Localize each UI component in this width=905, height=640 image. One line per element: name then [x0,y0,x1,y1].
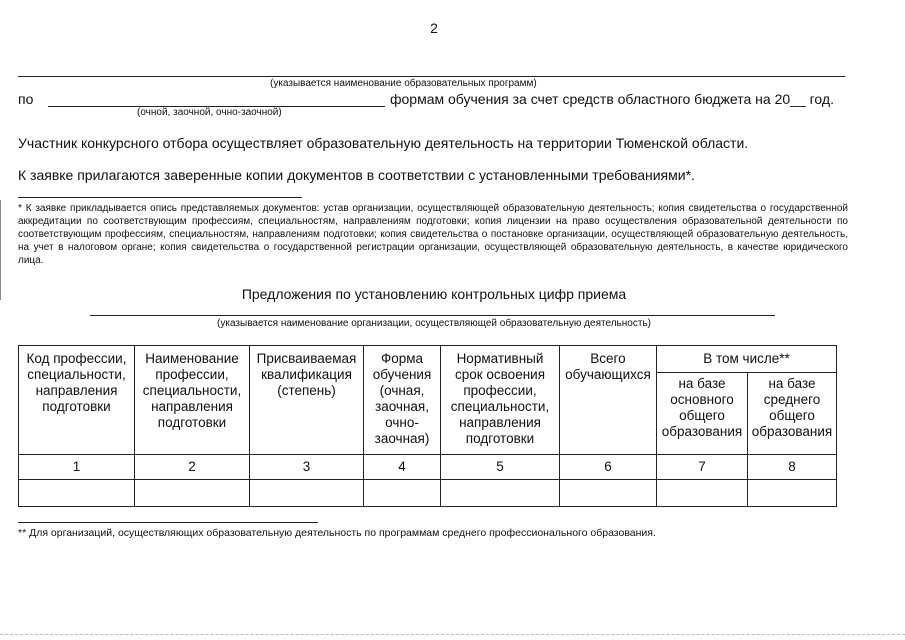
empty-data-row [19,480,837,507]
column-number: 4 [364,455,441,480]
table-cell[interactable] [19,480,135,507]
table-cell[interactable] [657,480,748,507]
column-number: 1 [19,455,135,480]
table-cell[interactable] [560,480,657,507]
header-name: Наименование профессии, специальности, направления подготовки [135,346,250,455]
footnote-documents: * К заявке прикладывается опись представляемых документов: устав организации, осуществляющей образовательную деятельность; копия свидетельства о государственной аккредитации по соответствующим профессиям, специальностям, направлениям подготовки; копия лицензии на право осуществления образовательной деятельности по соответствующим профессиям, специальностям, направлениям подготовки; копия свидетельства о постановке организации, осуществляющей образовательную деятельность, на учет в налоговом органе; копия свидетельства о государственной регистрации организации, осуществляющей образовательную деятельность, в качестве юридического лица. [18,203,848,266]
table-cell[interactable] [748,480,837,507]
table-cell[interactable] [250,480,364,507]
admission-table [18,345,837,507]
header-row-1 [19,346,837,373]
header-qualification: Присваиваемая квалификация (степень) [250,346,364,455]
header-form: Форма обучения (очная, заочная, очно-заочная) [364,346,441,455]
column-number: 5 [441,455,560,480]
table-cell[interactable] [441,480,560,507]
program-name-line [18,76,845,77]
header-code: Код профессии, специальности, направления подготовки [19,346,135,455]
org-name-line [90,315,775,316]
forms-text: формам обучения за счет средств областного бюджета на 20__ год. [390,91,834,107]
section-title: Предложения по установлению контрольных цифр приема [241,286,627,302]
footnote2-separator [18,522,318,523]
header-secondary-education: на базе среднего общего образования [748,373,837,455]
header-basic-education: на базе основного общего образования [657,373,748,455]
column-number: 6 [560,455,657,480]
column-number: 3 [250,455,364,480]
column-number-row [19,455,837,480]
scan-edge-bottom [0,634,905,635]
column-number: 2 [135,455,250,480]
footnote-spo: ** Для организаций, осуществляющих образовательную деятельность по программам среднего профессионального образования. [18,527,656,539]
org-caption: (указывается наименование организации, осуществляющей образовательную деятельность) [217,318,651,329]
header-term: Нормативный срок освоения профессии, специальности, направления подготовки [441,346,560,455]
attachment-text: К заявке прилагаются заверенные копии документов в соответствии с установленными требованиями*. [18,167,695,183]
column-number: 8 [748,455,837,480]
po-label: по [18,91,34,107]
header-total: Всего обучающихся [560,346,657,455]
column-number: 7 [657,455,748,480]
header-including: В том числе** [657,346,837,373]
table-cell[interactable] [364,480,441,507]
table-cell[interactable] [135,480,250,507]
scan-edge [0,200,1,300]
footnote-separator [18,197,302,198]
forms-caption: (очной, заочной, очно-заочной) [137,107,282,118]
participant-text: Участник конкурсного отбора осуществляет образовательную деятельность на территории Тюменской области. [18,135,749,151]
page-number: 2 [430,20,438,36]
program-caption: (указывается наименование образовательных программ) [270,78,537,89]
